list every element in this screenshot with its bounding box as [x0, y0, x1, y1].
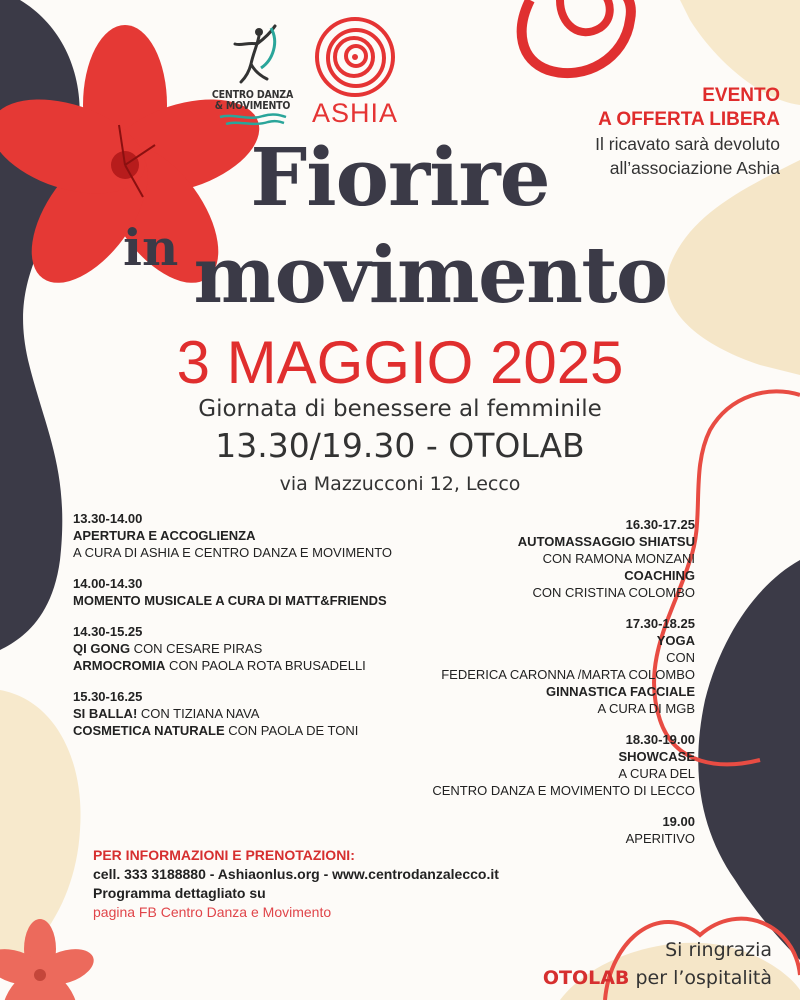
program-item — [335, 615, 695, 717]
program-activity: APERTURA E ACCOGLIENZA — [73, 528, 256, 543]
program-activity: AUTOMASSAGGIO SHIATSU — [517, 534, 695, 549]
program-time: 18.30-19.00 — [625, 732, 695, 747]
program-time: 17.30-18.25 — [625, 616, 695, 631]
program-activity: APERITIVO — [625, 831, 695, 846]
program-activity: SI BALLA! — [73, 706, 138, 721]
program-host: FEDERICA CARONNA /MARTA COLOMBO — [441, 667, 695, 682]
evento-line4: all’associazione Ashia — [609, 158, 780, 178]
dark-blob-right — [698, 560, 800, 960]
program-host: CON RAMONA MONZANI — [542, 551, 695, 566]
program-host: CENTRO DANZA E MOVIMENTO DI LECCO — [432, 783, 695, 798]
program-item — [335, 813, 695, 847]
program-time: 15.30-16.25 — [73, 689, 143, 704]
info-contacts: cell. 333 3188880 - Ashiaonlus.org - www.centrodanzalecco.it — [93, 866, 499, 882]
program-item — [335, 731, 695, 799]
program-activity: QI GONG — [73, 641, 131, 656]
dancer-icon — [223, 24, 283, 86]
program-right — [335, 516, 695, 861]
program-host: CON CESARE PIRAS — [130, 641, 263, 656]
info-block — [93, 846, 499, 922]
program-activity: MOMENTO MUSICALE A CURA DI MATT&FRIENDS — [73, 593, 387, 608]
program-host: CON — [666, 650, 695, 665]
thanks-sponsor: OTOLAB — [542, 967, 630, 989]
event-time-place: 13.30/19.30 - OTOLAB — [215, 426, 585, 465]
program-host: CON TIZIANA NAVA — [137, 706, 260, 721]
program-time: 19.00 — [662, 814, 695, 829]
thanks-rest: per l’ospitalità — [629, 967, 772, 989]
info-program-note: Programma dettagliato su — [93, 885, 266, 901]
wave-icon — [218, 112, 288, 128]
program-activity: COACHING — [624, 568, 695, 583]
ashia-logo — [305, 14, 405, 129]
program-activity: COSMETICA NATURALE — [73, 723, 225, 738]
ashia-rose-icon — [313, 14, 397, 100]
program-time: 14.00-14.30 — [73, 576, 143, 591]
program-time: 14.30-15.25 — [73, 624, 143, 639]
program-host: A CURA DI ASHIA E CENTRO DANZA E MOVIMENTO — [73, 545, 393, 560]
thanks-block — [543, 936, 772, 992]
program-item — [335, 516, 695, 601]
cdm-name-line2: & MOVIMENTO — [214, 100, 291, 112]
red-swirl-top — [522, 0, 631, 73]
info-heading: PER INFORMAZIONI E PRENOTAZIONI: — [93, 847, 355, 863]
program-activity: SHOWCASE — [618, 749, 695, 764]
centro-danza-logo — [205, 24, 300, 132]
ashia-name: ASHIA — [311, 98, 399, 128]
program-time: 13.30-14.00 — [73, 511, 143, 526]
event-address: via Mazzucconi 12, Lecco — [279, 473, 521, 495]
program-activity: YOGA — [656, 633, 695, 648]
event-date: 3 MAGGIO 2025 — [176, 329, 624, 396]
evento-line1: EVENTO — [702, 85, 780, 106]
program-host: CON CRISTINA COLOMBO — [532, 585, 695, 600]
title-line1: Fiorire — [250, 130, 550, 224]
thanks-line1: Si ringrazia — [665, 939, 772, 961]
title-line3: movimento — [193, 230, 667, 321]
title-line2: in — [123, 218, 179, 277]
facebook-page-link: pagina FB Centro Danza e Movimento — [93, 904, 332, 920]
event-subtitle: Giornata di benessere al femminile — [198, 396, 602, 422]
program-host: CON PAOLA ROTA BRUSADELLI — [165, 658, 366, 673]
program-time: 16.30-17.25 — [625, 517, 695, 532]
program-host: A CURA DEL — [618, 766, 695, 781]
cdm-name-line1: CENTRO DANZA — [211, 89, 294, 101]
dark-blob-left — [0, 0, 80, 650]
program-activity: ARMOCROMIA — [73, 658, 166, 673]
program-host: A CURA DI MGB — [597, 701, 695, 716]
program-host: CON PAOLA DE TONI — [224, 723, 359, 738]
evento-line3: Il ricavato sarà devoluto — [595, 134, 780, 154]
red-swirl-inner — [560, 0, 610, 32]
evento-line2: A OFFERTA LIBERA — [598, 109, 780, 130]
program-activity: GINNASTICA FACCIALE — [545, 684, 695, 699]
